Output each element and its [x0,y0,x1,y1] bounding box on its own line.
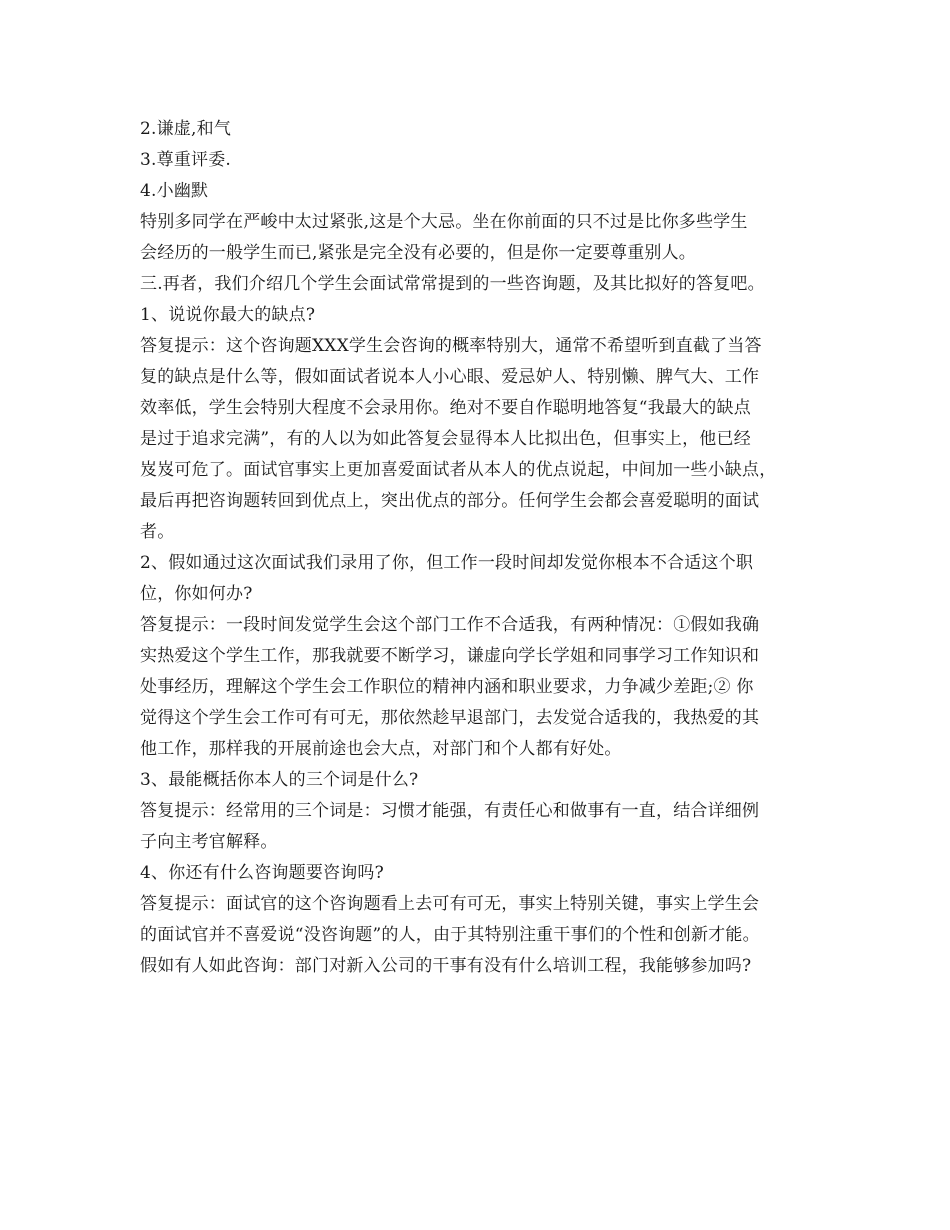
answer-line: 效率低，学生会特别大程度不会录用你。绝对不要自作聪明地答复“我最大的缺点 [140,398,751,418]
answer-line: 答复提示：经常用的三个词是：习惯才能强，有责任心和做事有一直，结合详细例 [140,801,760,821]
answer-line: 复的缺点是什么等，假如面试者说本人小心眼、爱忌妒人、特别懒、脾气大、工作 [140,367,760,387]
question-1: 1、说说你最大的缺点? [140,305,316,325]
list-item-4: 4.小幽默 [140,181,209,201]
question-2: 2、假如通过这次面试我们录用了你，但工作一段时间却发觉你根本不合适这个职 [140,553,754,573]
answer-line: 是过于追求完满”，有的人以为如此答复会显得本人比拟出色，但事实上，他已经 [140,429,751,449]
answer-line: 岌岌可危了。面试官事实上更加喜爱面试者从本人的优点说起，中间加一些小缺点， [140,460,777,480]
answer-line: 觉得这个学生会工作可有可无，那依然趁早退部门，去发觉合适我的，我热爱的其 [140,708,760,728]
answer-line: 者。 [140,522,175,542]
answer-line: 答复提示：面试官的这个咨询题看上去可有可无，事实上特别关键，事实上学生会 [140,894,760,914]
paragraph-line: 特别多同学在严峻中太过紧张,这是个大忌。坐在你前面的只不过是比你多些学生 [140,212,748,232]
question-3: 3、最能概括你本人的三个词是什么? [140,770,419,790]
answer-line: 的面试官并不喜爱说“没咨询题”的人，由于其特别注重干事们的个性和创新才能。 [140,925,760,945]
paragraph-line: 会经历的一般学生而已,紧张是完全没有必要的，但是你一定要尊重别人。 [140,243,697,263]
answer-line: 子向主考官解释。 [140,832,278,852]
question-2-continued: 位，你如何办? [140,584,253,604]
answer-line: 最后再把咨询题转回到优点上，突出优点的部分。任何学生会都会喜爱聪明的面试 [140,491,760,511]
section-heading-three: 三.再者，我们介绍几个学生会面试常常提到的一些咨询题，及其比拟好的答复吧。 [140,274,765,294]
answer-line: 答复提示：一段时间发觉学生会这个部门工作不合适我，有两种情况：①假如我确 [140,615,760,635]
answer-line: 处事经历，理解这个学生会工作职位的精神内涵和职业要求，力争减少差距;② 你 [140,677,754,697]
answer-line: 假如有人如此咨询：部门对新入公司的干事有没有什么培训工程，我能够参加吗? [140,956,752,976]
question-4: 4、你还有什么咨询题要咨询吗? [140,863,384,883]
document-body [140,114,830,982]
list-item-2: 2.谦虚,和气 [140,119,232,139]
answer-line: 实热爱这个学生工作，那我就要不断学习，谦虚向学长学姐和同事学习工作知识和 [140,646,760,666]
answer-line: 他工作，那样我的开展前途也会大点，对部门和个人都有好处。 [140,739,622,759]
list-item-3: 3.尊重评委. [140,150,232,170]
answer-line: 答复提示：这个咨询题XXX学生会咨询的概率特别大，通常不希望听到直截了当答 [140,336,762,356]
